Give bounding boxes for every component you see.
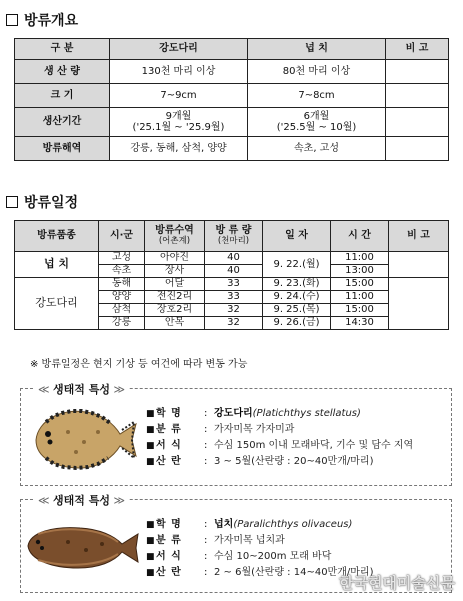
header-olive: 넙 치: [248, 39, 386, 60]
row-label: 크 기: [15, 84, 110, 108]
cell-date: 9. 26.(금): [263, 317, 331, 330]
row-label: 방류해역: [15, 137, 110, 161]
cell-region: 동해: [99, 278, 145, 291]
cell-region: 양양: [99, 291, 145, 304]
cell-date: 9. 22.(월): [263, 252, 331, 278]
cell-time: 15:00: [331, 278, 389, 291]
card-title: [34, 381, 129, 397]
cell-line: ('25.1월 ~ '25.9월): [132, 122, 225, 133]
header-region: 시·군: [99, 221, 145, 252]
cell: 속초, 고성: [248, 137, 386, 161]
cell: [386, 60, 449, 84]
cell-village: 장호2리: [145, 304, 205, 317]
cell-village: 안목: [145, 317, 205, 330]
cell: [386, 137, 449, 161]
header-species: 방류품종: [15, 221, 99, 252]
cell-village: 전진2리: [145, 291, 205, 304]
cell-amount: 40: [205, 265, 263, 278]
schedule-table: [14, 220, 449, 330]
cell-amount: 40: [205, 252, 263, 265]
cell: [386, 108, 449, 137]
cell-time: 11:00: [331, 252, 389, 265]
header-date: 일 자: [263, 221, 331, 252]
card-title-text: 생태적 특성: [53, 494, 110, 507]
checkbox-square-icon: [6, 14, 18, 26]
prop-habitat: ■ 서 식 : 수심 10~200m 모래 바닥: [146, 551, 332, 562]
header-amount: [205, 221, 263, 252]
schedule-note: ※ 방류일정은 현지 기상 등 여건에 따라 변동 가능: [30, 359, 248, 370]
cell-village: 어달: [145, 278, 205, 291]
cell-village: 아야진: [145, 252, 205, 265]
cell-line: 6개월: [303, 110, 330, 122]
cell-date: 9. 24.(수): [263, 291, 331, 304]
cell-amount: 33: [205, 291, 263, 304]
section2-title: [6, 192, 78, 212]
double-chevron-left-icon: ≪: [38, 383, 54, 396]
card-props: [146, 404, 413, 468]
cell-line: 9개월: [165, 110, 192, 122]
header-village: [145, 221, 205, 252]
double-chevron-right-icon: ≫: [109, 494, 125, 507]
cell: 130천 마리 이상: [110, 60, 248, 84]
cell-note: [389, 252, 449, 278]
cell-time: 14:30: [331, 317, 389, 330]
cell: 7~9cm: [110, 84, 248, 108]
cell: [386, 84, 449, 108]
cell: 강릉, 동해, 삼척, 양양: [110, 137, 248, 161]
cell-amount: 32: [205, 317, 263, 330]
card-title: [34, 492, 129, 508]
header-note: 비 고: [386, 39, 449, 60]
double-chevron-right-icon: ≫: [109, 383, 125, 396]
cell: [110, 108, 248, 137]
cell: 7~8cm: [248, 84, 386, 108]
cell-note: [389, 278, 449, 330]
cell-time: 15:00: [331, 304, 389, 317]
section2-title-text: 방류일정: [24, 195, 79, 211]
cell-time: 11:00: [331, 291, 389, 304]
header-note: 비 고: [389, 221, 449, 252]
cell-region: 속초: [99, 265, 145, 278]
header-starry: 강도다리: [110, 39, 248, 60]
cell-village: 장사: [145, 265, 205, 278]
section1-title: [6, 10, 78, 30]
cell-date: 9. 25.(목): [263, 304, 331, 317]
prop-class: ■ 분 류 : 가자미목 가자미과: [146, 424, 295, 435]
row-label: 생 산 량: [15, 60, 110, 84]
header-village-sub: (어촌계): [158, 235, 191, 246]
table-row: [15, 278, 449, 291]
prop-sciname: ■ 학 명 : 강도다리(Platichthys stellatus): [146, 408, 361, 419]
header-amount-sub: (천마리): [217, 235, 250, 246]
cell: 80천 마리 이상: [248, 60, 386, 84]
card-props: [146, 515, 373, 579]
cell-region: 강릉: [99, 317, 145, 330]
starry-flounder-icon: [28, 402, 140, 476]
cell-line: ('25.5월 ~ 10월): [276, 122, 357, 133]
watermark: 한국현대미술신문: [339, 574, 455, 592]
species-starry: 강도다리: [15, 278, 99, 330]
table-row: [15, 252, 449, 265]
card-title-text: 생태적 특성: [53, 383, 110, 396]
cell: [248, 108, 386, 137]
header-category: 구 분: [15, 39, 110, 60]
cell-amount: 32: [205, 304, 263, 317]
prop-sciname: ■ 학 명 : 넙치(Paralichthys olivaceus): [146, 519, 353, 530]
cell-amount: 33: [205, 278, 263, 291]
species-olive: 넙 치: [15, 252, 99, 278]
prop-class: ■ 분 류 : 가자미목 넙치과: [146, 535, 285, 546]
olive-flounder-icon: [24, 520, 142, 576]
cell-date: 9. 23.(화): [263, 278, 331, 291]
section1-title-text: 방류개요: [24, 13, 79, 29]
header-village-label: 방류수역: [155, 225, 194, 237]
row-label: 생산기간: [15, 108, 110, 137]
double-chevron-left-icon: ≪: [38, 494, 54, 507]
cell-region: 삼척: [99, 304, 145, 317]
header-time: 시 간: [331, 221, 389, 252]
checkbox-square-icon: [6, 196, 18, 208]
cell-time: 13:00: [331, 265, 389, 278]
prop-spawn: ■ 산 란 : 3 ~ 5월(산란량 : 20~40만개/마리): [146, 456, 374, 467]
prop-habitat: ■ 서 식 : 수심 150m 이내 모래바닥, 기수 및 담수 지역: [146, 440, 414, 451]
prop-spawn: ■ 산 란 : 2 ~ 6월(산란량 : 14~40만개/마리): [146, 567, 374, 578]
overview-table: [14, 38, 449, 161]
cell-region: 고성: [99, 252, 145, 265]
header-amount-label: 방 류 량: [215, 225, 252, 237]
